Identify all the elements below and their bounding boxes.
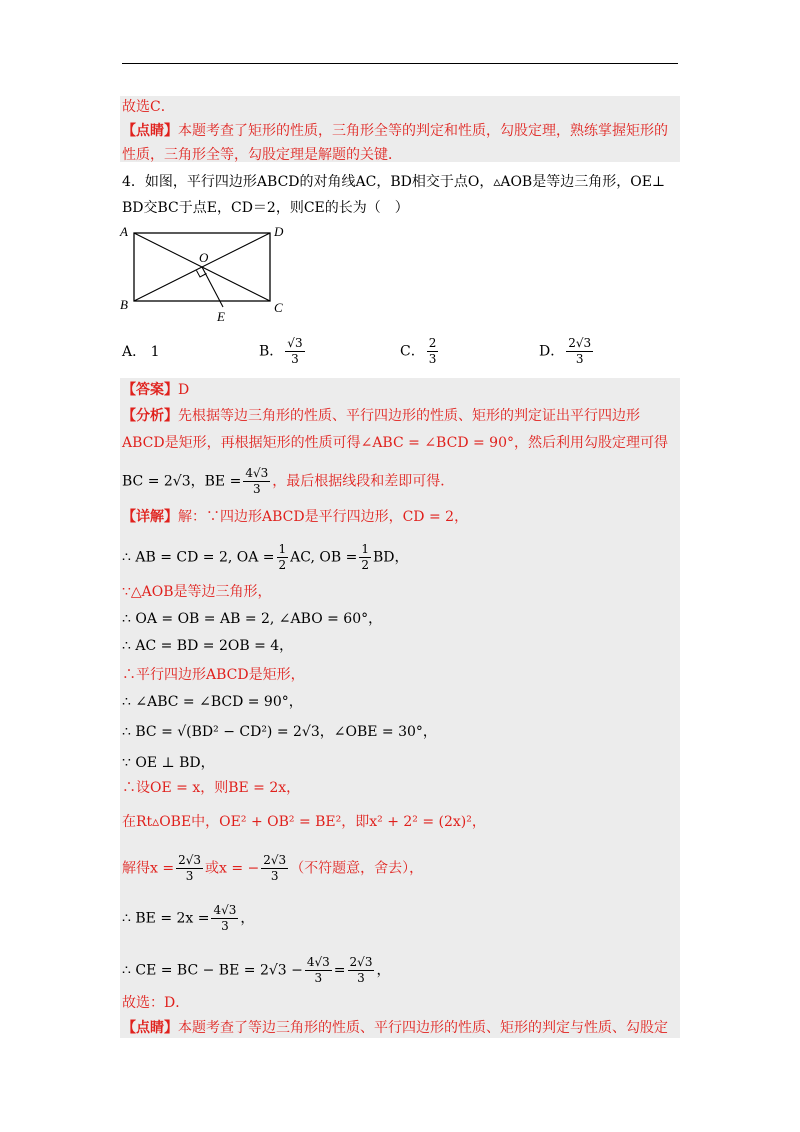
prev-comment-line2: 性质，三角形全等，勾股定理是解题的关键． — [122, 147, 402, 163]
option-c: C． $\frac{2}{3}$ — [400, 336, 437, 366]
solution-line10: ∴设OE = x，则BE = 2x， — [122, 780, 301, 796]
header-rule — [122, 63, 678, 64]
solution-comment: 【点睛】本题考查了等边三角形的性质、平行四边形的性质、矩形的判定与性质、勾股定 — [122, 1020, 668, 1036]
analysis-line2: ABCD是矩形，再根据矩形的性质可得∠ABC = ∠BCD = 90°，然后利用勾股定理可得 — [122, 435, 668, 451]
solution-line8: ∴ BC = √(BD² − CD²) = 2√3，∠OBE = 30°， — [122, 724, 437, 740]
solution-line1: 【详解】解：∵四边形ABCD是平行四边形，CD = 2， — [122, 509, 469, 525]
question-line1: 4．如图，平行四边形ABCD的对角线AC，BD相交于点O，▵AOB是等边三角形，OE⊥ — [122, 174, 666, 190]
prev-choice: 故选C． — [122, 99, 175, 115]
answer-line: 【答案】D — [122, 382, 190, 398]
solution-line7: ∴ ∠ABC = ∠BCD = 90°， — [122, 694, 303, 710]
solution-line11: 在Rt▵OBE中，OE² + OB² = BE²，即x² + 2² = (2x)²， — [122, 814, 486, 830]
solution-line9: ∵ OE ⊥ BD， — [122, 755, 215, 771]
option-d: D． $\frac{2√3}{3}$ — [539, 336, 592, 366]
solution-line3: ∵△AOB是等边三角形， — [122, 584, 272, 600]
label-b: B — [120, 297, 128, 312]
solution-line14: ∴ CE = BC − BE = 2√3 − $\frac{4√3}{3}$ = $\frac{2√3}{3}$ ， — [122, 955, 391, 985]
solution-line5: ∴ AC = BD = 2OB = 4， — [122, 638, 294, 654]
label-e: E — [217, 309, 225, 324]
solution-line2: ∴ AB = CD = 2, OA = $\frac{1}{2}$ AC, OB = $\frac{1}{2}$ BD， — [122, 542, 409, 572]
question-line2: BD交BC于点E，CD＝2，则CE的长为（ ） — [122, 200, 409, 216]
solution-line15: 故选：D． — [122, 995, 190, 1011]
solution-line6: ∴平行四边形ABCD是矩形， — [122, 667, 305, 683]
label-o: O — [199, 250, 209, 265]
label-a: A — [120, 224, 128, 239]
prev-comment-line1: 【点睛】本题考查了矩形的性质，三角形全等的判定和性质，勾股定理，熟练掌握矩形的 — [122, 123, 668, 139]
solution-line12: 解得x = $\frac{2√3}{3}$ 或x = − $\frac{2√3}{3}$ （不符题意，舍去）， — [122, 853, 424, 883]
option-a: A． 1 — [122, 344, 160, 360]
geometry-figure — [110, 220, 310, 325]
option-b: B． $\frac{√3}{3}$ — [259, 336, 303, 366]
label-c: C — [274, 300, 283, 315]
right-angle-mark — [197, 271, 207, 278]
label-d: D — [274, 224, 284, 239]
analysis-line1: 【分析】先根据等边三角形的性质、平行四边形的性质、矩形的判定证出平行四边形 — [122, 408, 640, 424]
solution-line13: ∴ BE = 2x = $\frac{4√3}{3}$ ， — [122, 903, 255, 933]
analysis-line3: BC = 2√3，BE = $\frac{4√3}{3}$ ，最后根据线段和差即可得． — [122, 466, 455, 496]
comment-tag: 【点睛】 — [122, 123, 178, 139]
solution-line4: ∴ OA = OB = AB = 2, ∠ABO = 60°， — [122, 611, 383, 627]
